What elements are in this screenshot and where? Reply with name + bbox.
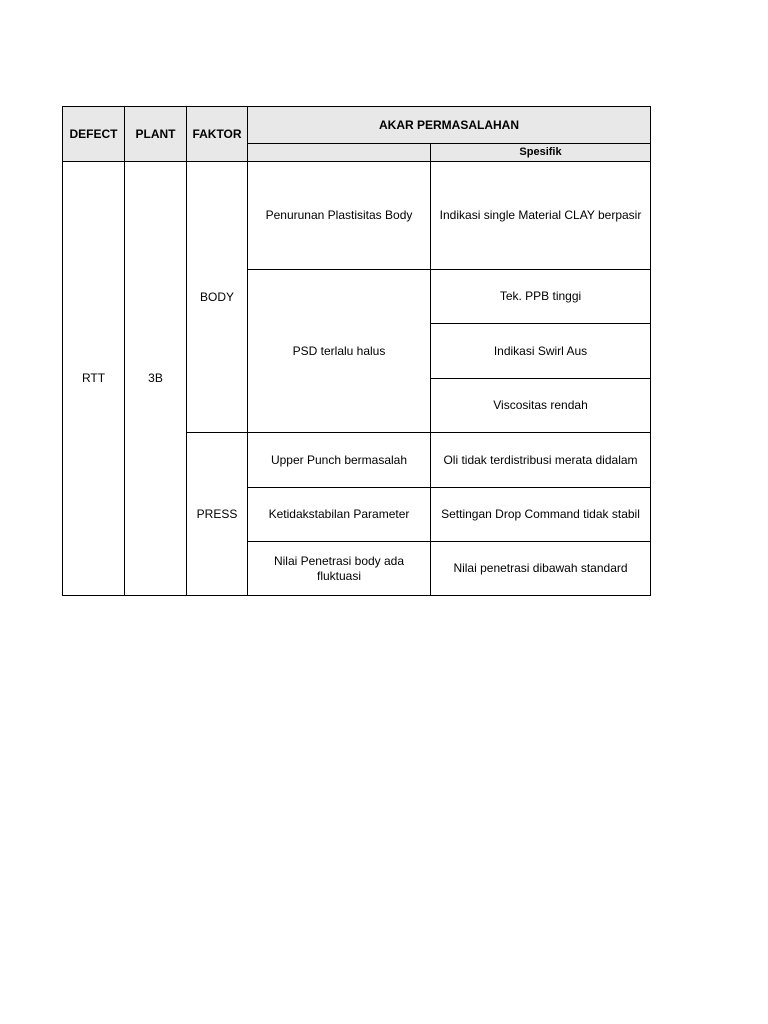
cause-cell: Upper Punch bermasalah (248, 433, 431, 488)
header-row (63, 107, 651, 144)
plant-cell: 3B (125, 162, 187, 596)
cause-cell: Ketidakstabilan Parameter (248, 488, 431, 542)
header-plant: PLANT (125, 107, 187, 162)
cause-cell: PSD terlalu halus (248, 270, 431, 433)
specific-cell: Oli tidak terdistribusi merata didalam (431, 433, 651, 488)
subheader-blank (248, 144, 431, 162)
faktor-cell-press: PRESS (187, 433, 248, 596)
specific-cell: Indikasi single Material CLAY berpasir (431, 162, 651, 270)
cause-cell: Penurunan Plastisitas Body (248, 162, 431, 270)
root-cause-table (62, 106, 651, 596)
cause-cell: Nilai Penetrasi body ada fluktuasi (248, 542, 431, 596)
specific-cell: Viscositas rendah (431, 379, 651, 433)
defect-cell: RTT (63, 162, 125, 596)
header-faktor: FAKTOR (187, 107, 248, 162)
table-row (63, 162, 651, 270)
specific-cell: Nilai penetrasi dibawah standard (431, 542, 651, 596)
faktor-cell-body: BODY (187, 162, 248, 433)
header-akar-permasalahan: AKAR PERMASALAHAN (248, 107, 651, 144)
specific-cell: Indikasi Swirl Aus (431, 324, 651, 379)
specific-cell: Tek. PPB tinggi (431, 270, 651, 324)
header-defect: DEFECT (63, 107, 125, 162)
header-spesifik: Spesifik (431, 144, 651, 162)
specific-cell: Settingan Drop Command tidak stabil (431, 488, 651, 542)
